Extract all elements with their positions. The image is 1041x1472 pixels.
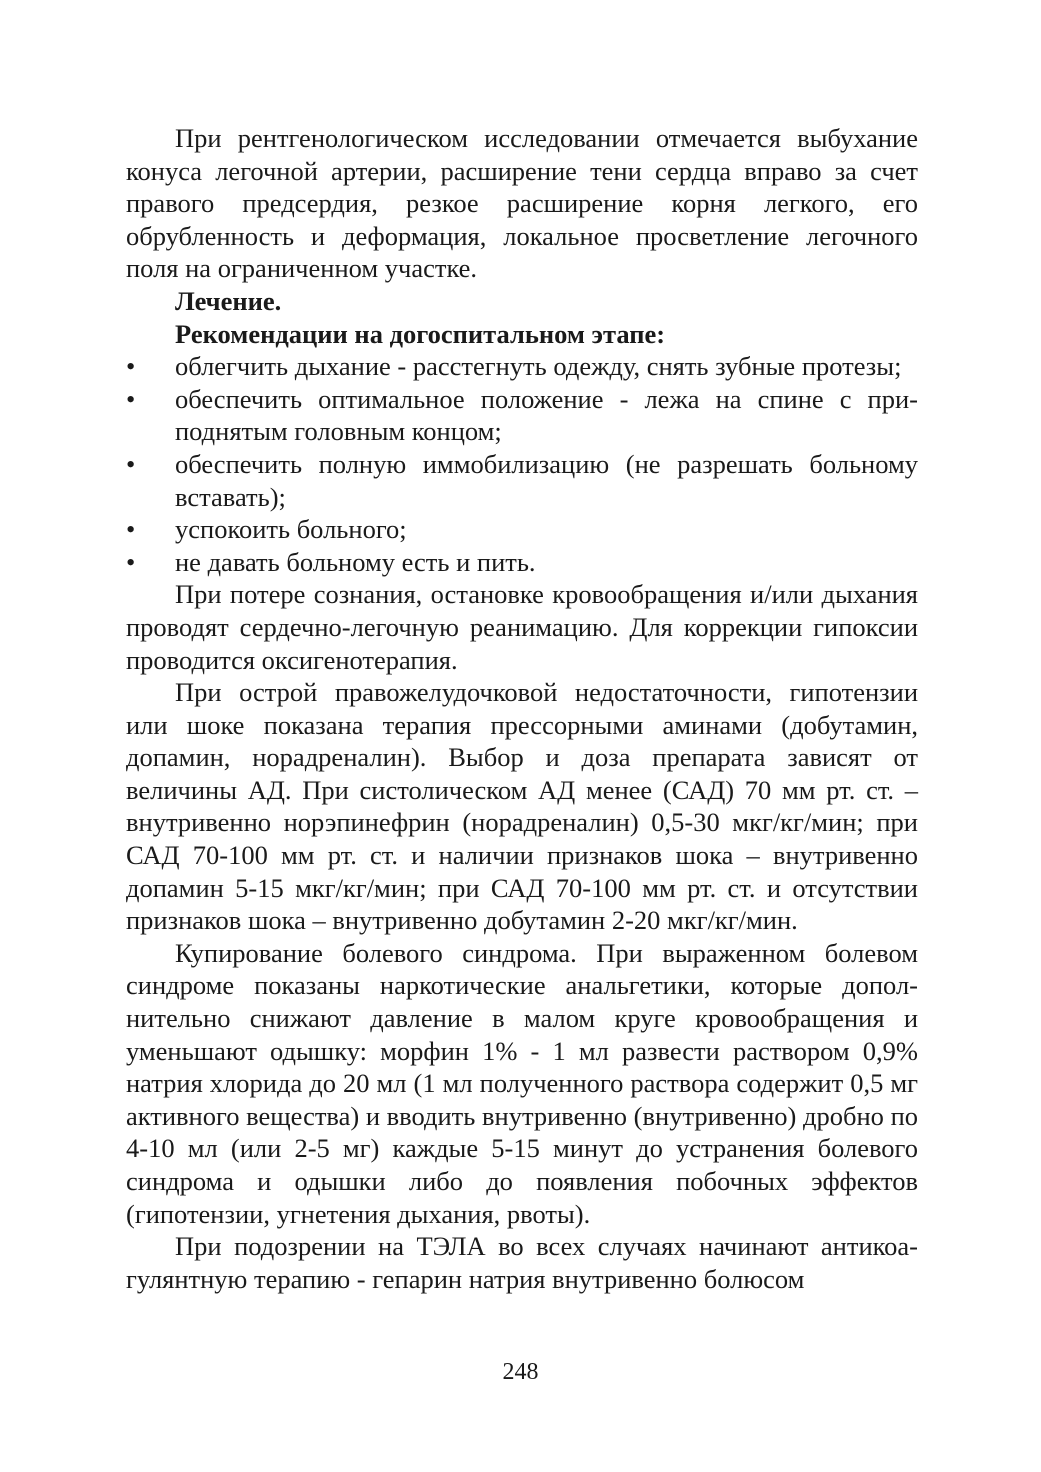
list-item bbox=[126, 383, 918, 448]
list-item bbox=[126, 513, 918, 546]
list-item-text: облегчить дыхание - расстегнуть одежду, снять зубные протезы; bbox=[175, 351, 902, 382]
page-body bbox=[126, 122, 918, 1295]
heading-treatment: Лечение. bbox=[175, 285, 282, 316]
bullet-icon: • bbox=[126, 383, 136, 414]
list-item-text: не давать больному есть и пить. bbox=[175, 546, 536, 577]
page-number: 248 bbox=[502, 1359, 539, 1385]
list-item bbox=[126, 448, 918, 513]
list-item bbox=[126, 350, 918, 383]
list-item bbox=[126, 546, 918, 579]
bullet-icon: • bbox=[126, 448, 136, 479]
list-item-text: обеспечить оптимальное положение - лежа на спине с приподнятым головным концом; bbox=[175, 383, 918, 447]
list-item-text: обеспечить полную иммобилизацию (не разрешать больному вставать); bbox=[175, 448, 918, 512]
paragraph-xray-findings: При рентгенологическом исследовании отмечается выбухание конуса легочной артерии, расширение тени сердца вправо за счет правого предсердия, резкое расширение корня легкого, его обрубленность и деформация, локальное просветление легочного поля на ограниченном участке. bbox=[126, 123, 918, 284]
paragraph-pressor-therapy: При острой правожелудочковой недостаточности, гипотензии или шоке показана терапия прессорными аминами (добутамин, допамин, норадреналин). Выбор и доза препарата зависят от величины АД. При систолическом АД менее (САД) 70 мм рт. ст. – внутривенно норэпинефрин (норадреналин) 0,5-30 мкг/кг/мин; при САД 70-100 мм рт. ст. и наличии признаков шока – внутривенно допамин 5-15 мкг/кг/мин; при САД 70-100 мм рт. ст. и отсутствии признаков шока – внутривенно добутамин 2-20 мкг/кг/мин. bbox=[126, 677, 918, 936]
bullet-icon: • bbox=[126, 546, 136, 577]
list-item-text: успокоить больного; bbox=[175, 514, 407, 545]
paragraph-anticoagulation: При подозрении на ТЭЛА во всех случаях начинают антикоагулянтную терапию - гепарин натрия внутривенно болюсом bbox=[126, 1231, 918, 1294]
bullet-icon: • bbox=[126, 351, 136, 382]
paragraph-pain-relief: Купирование болевого синдрома. При выраженном болевом синдроме показаны наркотические анальгетики, которые дополнительно снижают давление в малом круге кровообращения и уменьшают одышку: морфин 1% - 1 мл развести раствором 0,9% натрия хлорида до 20 мл (1 мл полученного раствора содержит 0,5 мг активного вещества) и вводить внутривенно (внутривенно) дробно по 4-10 мл (или 2-5 мг) каждые 5-15 минут до устранения болевого синдрома и одышки либо до появления побочных эффектов (гипотензии, угнетения дыхания, рвоты). bbox=[126, 937, 918, 1229]
heading-prehospital-recommendations: Рекомендации на догоспитальном этапе: bbox=[175, 318, 666, 349]
bullet-icon: • bbox=[126, 514, 136, 545]
paragraph-resuscitation: При потере сознания, остановке кровообращения и/или дыхания проводят сердечно-легочную реанимацию. Для коррекции гипоксии проводится оксигенотерапия. bbox=[126, 579, 918, 675]
recommendations-list bbox=[126, 350, 918, 578]
